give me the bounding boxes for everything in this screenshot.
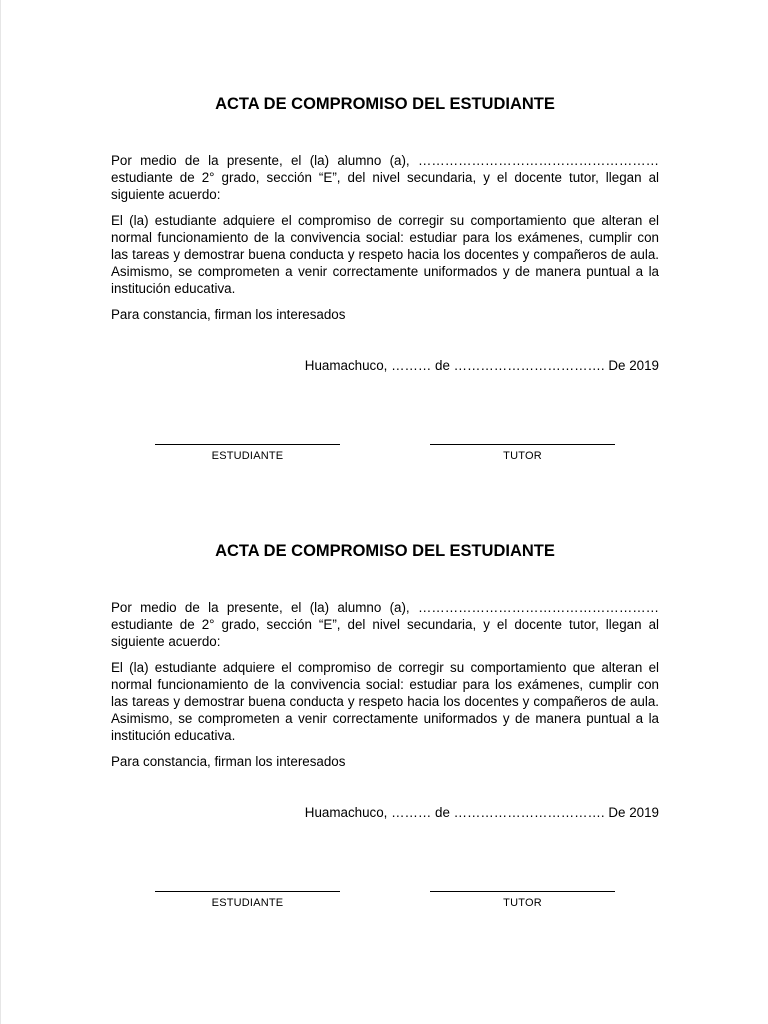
commitment-paragraph: El (la) estudiante adquiere el compromiso de corregir su comportamiento que alteran el normal funcionamiento de la convivencia social: estudiar para los exámenes, cumplir con las tareas y demostrar buena conducta y respeto hacia los docentes y compañeros de aula. Asimismo, se comprometen a venir correctamente uniformados y de manera puntual a la institución educativa. (111, 213, 659, 296)
signature-label: TUTOR (503, 897, 542, 909)
signature-tutor (430, 891, 615, 910)
constancia-line: Para constancia, firman los interesados (111, 754, 346, 769)
signature-line (155, 444, 340, 445)
signature-tutor (430, 444, 615, 463)
acta-block-1 (111, 92, 659, 484)
signature-line (430, 891, 615, 892)
signature-line (155, 891, 340, 892)
signature-line (430, 444, 615, 445)
signature-student (155, 891, 340, 910)
place-date-line: Huamachuco, ……… de ……………………………. De 2019 (304, 358, 659, 373)
intro-paragraph: Por medio de la presente, el (la) alumno (a), ……………………………………………… estudiante de 2° grado, sección “E”, del nivel secundaria, y el docente tutor, llegan al siguiente acuerdo: (111, 153, 659, 202)
signatures (111, 891, 659, 931)
constancia-line: Para constancia, firman los interesados (111, 307, 346, 322)
document-title: ACTA DE COMPROMISO DEL ESTUDIANTE (215, 95, 555, 113)
intro-paragraph: Por medio de la presente, el (la) alumno (a), ……………………………………………… estudiante de 2° grado, sección “E”, del nivel secundaria, y el docente tutor, llegan al siguiente acuerdo: (111, 600, 659, 649)
page-edge (0, 0, 1, 1024)
commitment-paragraph: El (la) estudiante adquiere el compromiso de corregir su comportamiento que alteran el normal funcionamiento de la convivencia social: estudiar para los exámenes, cumplir con las tareas y demostrar buena conducta y respeto hacia los docentes y compañeros de aula. Asimismo, se comprometen a venir correctamente uniformados y de manera puntual a la institución educativa. (111, 660, 659, 743)
signature-student (155, 444, 340, 463)
signature-label: ESTUDIANTE (211, 450, 284, 462)
signature-label: TUTOR (503, 450, 542, 462)
signatures (111, 444, 659, 484)
acta-block-2 (111, 539, 659, 931)
document-title: ACTA DE COMPROMISO DEL ESTUDIANTE (215, 542, 555, 560)
place-date-line: Huamachuco, ……… de ……………………………. De 2019 (304, 805, 659, 820)
signature-label: ESTUDIANTE (211, 897, 284, 909)
